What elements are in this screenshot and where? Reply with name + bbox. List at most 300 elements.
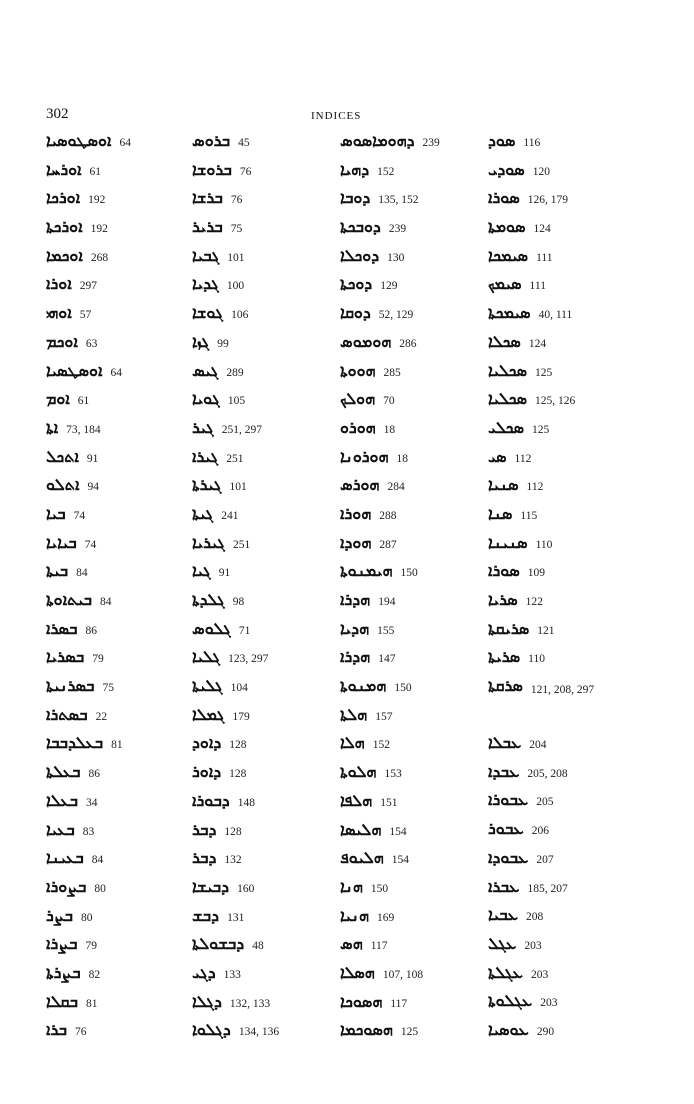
page-references: 120 — [532, 165, 550, 178]
index-entry — [46, 876, 196, 905]
index-term: ܐܘܣܛܣܝܐ — [46, 360, 103, 380]
index-entry — [488, 532, 638, 561]
index-entry — [192, 560, 342, 589]
index-term: ܕܘܟܠܐ — [340, 245, 380, 265]
index-term: ܗܠܐ — [340, 733, 365, 753]
index-term: ܣܢܝܢܐ — [488, 532, 528, 552]
page-references: 18 — [383, 423, 396, 436]
index-entry — [488, 331, 638, 360]
page-references: 132, 133 — [229, 997, 271, 1010]
index-term: ܐܘܗܝ — [46, 303, 72, 323]
index-entry — [192, 417, 342, 446]
page-references: 169 — [376, 911, 395, 924]
index-term: ܣܟܠܝ — [488, 417, 525, 437]
page-references: 61 — [77, 395, 90, 408]
page-references: 121 — [537, 624, 555, 637]
page-references: 76 — [75, 1026, 87, 1039]
page-references: 91 — [86, 452, 99, 465]
page-references: 104 — [230, 682, 248, 695]
index-term: ܥܒܪܐ — [488, 876, 520, 896]
page-references: 128 — [229, 768, 247, 781]
index-term: ܗܘܕܐ — [340, 532, 372, 552]
page-references: 84 — [91, 854, 104, 867]
index-term: ܐܘܟܡ — [46, 331, 78, 351]
index-entry — [340, 819, 490, 848]
index-term: ܕܓܝ — [192, 962, 216, 982]
page-references: 110 — [535, 538, 553, 551]
index-term: ܒܥܠܐ — [46, 790, 79, 810]
index-term: ܓܝܪ — [192, 417, 214, 437]
index-term: ܗܘܪܘ — [340, 417, 376, 437]
index-entry — [488, 818, 638, 847]
index-entry — [488, 474, 638, 503]
page-references: 83 — [82, 825, 95, 838]
index-entry — [46, 474, 196, 503]
page-references: 192 — [88, 194, 106, 207]
index-term: ܗܣܘܟܡܐ — [340, 1020, 393, 1040]
page-references: 203 — [540, 997, 558, 1010]
index-term: ܒܝܐ — [46, 503, 66, 523]
page-references: 129 — [380, 280, 398, 293]
page-references: 241 — [221, 509, 239, 522]
index-term: ܣܘܪܐ — [488, 561, 520, 581]
page-references: 106 — [231, 309, 249, 322]
page-references: 152 — [377, 165, 395, 178]
page-references: 71 — [238, 624, 251, 637]
index-term: ܗܠܬܐ — [340, 704, 368, 724]
page-references: 194 — [378, 596, 396, 608]
index-term: ܗܕܝܐ — [340, 618, 370, 638]
index-entry — [340, 216, 490, 245]
index-entry — [488, 990, 638, 1019]
page-references: 148 — [237, 796, 255, 809]
index-entry — [192, 245, 342, 274]
index-term: ܐܘܪܟܐ — [46, 188, 81, 208]
index-term: ܐܘܟܡܐ — [46, 245, 83, 265]
page-references: 79 — [85, 940, 97, 953]
index-term: ܣܪܝܬܐ — [488, 647, 521, 667]
index-term: ܣܟܠܐ — [488, 331, 521, 351]
index-term: ܣܝܡܟ — [488, 274, 522, 294]
index-entry — [340, 790, 490, 819]
index-term: ܕܐܘܪ — [192, 762, 222, 782]
index-term: ܥܘܣܝܐ — [488, 1019, 529, 1039]
index-entry — [192, 187, 342, 216]
index-term: ܣܢܝܐ — [488, 475, 519, 495]
index-entry — [488, 618, 638, 647]
index-entry — [488, 417, 638, 446]
page-references: 111 — [536, 251, 553, 264]
index-term: ܓܝܪܐ — [192, 446, 219, 466]
index-entry — [488, 904, 638, 933]
page-references: 207 — [536, 853, 554, 866]
index-entry — [340, 474, 490, 503]
page-references: 76 — [239, 165, 252, 178]
page-references: 124 — [533, 223, 551, 236]
page-references: 81 — [85, 997, 98, 1010]
page-references: 284 — [387, 481, 405, 494]
index-term: ܥܓܠܬܐ — [488, 962, 523, 982]
index-entry — [192, 159, 342, 188]
index-entry — [340, 847, 490, 876]
index-entry — [46, 446, 196, 475]
index-term: ܣܘܕܝ — [488, 159, 525, 179]
page-references: 112 — [514, 452, 532, 465]
index-term: ܐܬܠܘ — [46, 475, 80, 495]
index-entry — [192, 446, 342, 475]
index-entry — [488, 360, 638, 389]
index-entry — [46, 187, 196, 216]
page-references: 185, 207 — [527, 882, 568, 895]
index-entry — [340, 991, 490, 1020]
index-entry — [46, 905, 196, 934]
index-entry — [192, 790, 342, 819]
index-term: ܐܘܣܛܘܣܝܐ — [46, 131, 112, 150]
index-entry — [46, 819, 196, 848]
index-term: ܓܒܝܐ — [192, 245, 220, 265]
page-references: 152 — [372, 739, 390, 752]
index-term: ܥܓܠ — [488, 933, 517, 953]
index-term: ܕܘܟܬܐ — [340, 274, 373, 294]
index-entry — [192, 589, 342, 618]
page-references: 132 — [224, 854, 242, 867]
index-entry — [46, 532, 196, 561]
page-references: 154 — [389, 825, 407, 838]
page-references: 203 — [524, 939, 542, 952]
index-term: ܓܠܘܣ — [192, 618, 231, 638]
page-references: 123, 297 — [228, 653, 269, 666]
index-term: ܣܪܝܩܬܐ — [488, 618, 530, 638]
index-entry — [488, 761, 638, 790]
page-references: 101 — [227, 251, 245, 264]
index-term: ܓܠܕܬܐ — [192, 590, 225, 609]
index-term: ܓܝܪܬܐ — [192, 475, 222, 495]
index-term: ܕܗܝܐ — [340, 159, 370, 179]
index-term: ܗܘܘܬܐ — [340, 360, 376, 380]
index-term: ܓܕܝܐ — [192, 274, 219, 294]
page-references: 63 — [85, 337, 98, 350]
index-entry — [488, 388, 638, 417]
index-term: ܒܣܬܪܐ — [46, 704, 88, 724]
index-entry — [46, 1019, 196, 1048]
index-term: ܓܝܐ — [192, 561, 211, 581]
index-column-3 — [340, 130, 490, 1048]
page-references: 100 — [226, 280, 245, 293]
index-entry — [46, 847, 196, 876]
index-entry — [340, 187, 490, 216]
index-term: ܒܨܪ — [46, 905, 73, 925]
index-entry — [488, 675, 638, 732]
index-entry — [488, 732, 638, 761]
index-entry — [46, 417, 196, 446]
index-term: ܣܟܠܝܐ — [488, 389, 527, 409]
index-entry — [340, 245, 490, 274]
index-term: ܗܡܢܘܬܐ — [340, 676, 387, 696]
page-references: 239 — [388, 223, 407, 236]
index-term: ܣܟܠܝܐ — [488, 360, 527, 380]
index-term: ܗܢܐ — [340, 876, 363, 896]
index-term: ܓܘܝܐ — [192, 389, 220, 409]
index-term: ܒܣܪܐ — [46, 618, 78, 638]
index-term: ܗܝܡܢܘܬܐ — [340, 561, 393, 581]
page-references: 84 — [100, 596, 112, 608]
index-entry — [46, 732, 196, 761]
index-term: ܕܘܩܐ — [340, 303, 371, 323]
index-term: ܒܥܠܕܒܒܐ — [46, 733, 104, 753]
index-term: ܣܪܩܬܐ — [488, 676, 523, 696]
index-entry — [192, 130, 342, 159]
index-term: ܒܪܘܫܐ — [192, 159, 232, 179]
page-references: 154 — [391, 854, 409, 867]
index-term: ܒܥܠܬܐ — [46, 762, 81, 782]
index-term: ܐܘܪܐ — [46, 274, 72, 294]
page-references: 204 — [529, 739, 547, 752]
index-entry — [488, 187, 638, 216]
index-entry — [488, 159, 638, 188]
page-references: 86 — [85, 624, 98, 637]
index-term: ܕܒܪ — [192, 819, 217, 839]
page-references: 133 — [223, 968, 241, 981]
index-term: ܗܕܪܐ — [340, 647, 371, 667]
page-references: 82 — [88, 968, 101, 981]
index-entry — [192, 216, 342, 245]
index-term: ܗܠܘܬܐ — [340, 762, 377, 782]
index-entry — [46, 790, 196, 819]
index-entry — [192, 905, 342, 934]
index-entry — [46, 618, 196, 647]
index-term: ܐܘܪܟܬܐ — [46, 217, 83, 237]
index-entry — [46, 761, 196, 790]
index-entry — [192, 761, 342, 790]
index-term: ܕܐܘܕ — [192, 733, 222, 753]
page-references: 130 — [387, 251, 405, 264]
index-term: ܗܘܪܣ — [340, 475, 380, 495]
page-references: 74 — [73, 509, 86, 522]
page-references: 75 — [230, 223, 243, 236]
index-entry — [340, 589, 490, 618]
page-number: 302 — [46, 106, 69, 122]
page-references: 111 — [529, 280, 546, 293]
index-term: ܕܒܪ — [192, 848, 217, 868]
index-entry — [488, 847, 638, 876]
index-term: ܥܒܕܐ — [488, 761, 520, 781]
index-entry — [46, 245, 196, 274]
page-references: 110 — [528, 653, 545, 666]
page-references: 74 — [84, 538, 97, 551]
index-term: ܒܝܬܐܘܬܐ — [46, 590, 93, 609]
index-term: ܒܣܪܢܝܬܐ — [46, 676, 95, 696]
index-entry — [192, 732, 342, 761]
page-references: 134, 136 — [238, 1026, 280, 1039]
page-references: 192 — [90, 223, 108, 236]
index-term: ܥܒܠܐ — [488, 733, 522, 753]
page-references: 251 — [226, 452, 244, 465]
index-term: ܣܘܡܬܐ — [488, 217, 526, 237]
index-entry — [46, 130, 196, 159]
page-references: 18 — [396, 452, 408, 465]
index-entry — [340, 933, 490, 962]
index-entry — [340, 1019, 490, 1048]
page-references: 150 — [370, 882, 389, 895]
index-entry — [488, 646, 638, 675]
index-term: ܕܒܘܪܐ — [192, 790, 230, 810]
index-entry — [340, 417, 490, 446]
index-entry — [340, 532, 490, 561]
index-entry — [488, 1019, 638, 1048]
index-entry — [488, 560, 638, 589]
index-entry — [340, 560, 490, 589]
page-references: 150 — [400, 567, 418, 580]
index-entry — [340, 360, 490, 389]
index-entry — [46, 216, 196, 245]
index-entry — [488, 789, 638, 818]
index-entry — [192, 876, 342, 905]
page-references: 128 — [224, 825, 242, 838]
index-term: ܥܒܘܪ — [488, 819, 524, 839]
index-entry — [46, 273, 196, 302]
page-references: 150 — [394, 682, 412, 695]
index-term: ܥܓܠܘܬܐ — [488, 991, 533, 1011]
index-term: ܐܬܟܠ — [46, 446, 79, 466]
page-references: 251 — [232, 538, 251, 551]
page-references: 157 — [375, 710, 393, 723]
index-term: ܣܝܡܟܐ — [488, 245, 529, 265]
index-entry — [46, 159, 196, 188]
index-entry — [488, 273, 638, 302]
page-references: 52, 129 — [378, 309, 414, 322]
index-entry — [488, 962, 638, 991]
index-term: ܒܣܪܝܐ — [46, 647, 85, 667]
index-entry — [340, 675, 490, 704]
page-references: 297 — [79, 280, 97, 293]
index-entry — [340, 905, 490, 934]
index-term: ܒܥܝܢܐ — [46, 848, 84, 868]
page-references: 57 — [79, 309, 92, 322]
page-references: 205 — [536, 796, 554, 809]
index-term: ܕܗܘܡܐܣܘܣ — [340, 131, 415, 150]
index-term: ܗܣ — [340, 934, 363, 954]
index-entry — [340, 704, 490, 733]
index-entry — [192, 1019, 342, 1048]
page-references: 22 — [95, 710, 108, 723]
index-term: ܕܒܝܫܐ — [192, 876, 230, 896]
index-term: ܐܬܐ — [46, 417, 59, 437]
page-references: 155 — [377, 624, 395, 637]
page-references: 34 — [86, 796, 98, 809]
page-references: 290 — [536, 1025, 555, 1038]
page-references: 64 — [110, 366, 122, 379]
index-entry — [340, 331, 490, 360]
page-references: 125 — [535, 366, 553, 379]
index-entry — [46, 991, 196, 1020]
page-references: 287 — [379, 538, 397, 551]
index-entry — [340, 618, 490, 647]
index-entry — [192, 273, 342, 302]
page-references: 107, 108 — [382, 968, 424, 981]
index-entry — [46, 360, 196, 389]
index-term: ܒܪܐ — [46, 1020, 68, 1040]
index-term: ܣܢܐ — [488, 503, 513, 523]
index-entry — [488, 130, 638, 159]
index-entry — [46, 589, 196, 618]
page-references: 125 — [532, 423, 550, 436]
index-entry — [46, 388, 196, 417]
page-references: 94 — [87, 481, 99, 494]
index-term: ܒܨܘܪܐ — [46, 876, 87, 896]
index-entry — [46, 646, 196, 675]
page-references: 147 — [378, 653, 396, 666]
index-term: ܓܡܠܐ — [192, 704, 225, 724]
index-entry — [46, 675, 196, 704]
page-references: 268 — [90, 251, 109, 264]
index-term: ܒܨܪܬܐ — [46, 962, 81, 982]
index-term: ܥܒܝܐ — [488, 905, 518, 925]
page-references: 135, 152 — [378, 194, 419, 207]
index-term: ܓܘܫܐ — [192, 303, 224, 323]
index-term: ܣܘܪܐ — [488, 188, 520, 208]
index-entry — [488, 245, 638, 274]
page-references: 98 — [232, 596, 245, 608]
page-references: 84 — [76, 567, 88, 580]
index-entry — [46, 933, 196, 962]
index-entry — [192, 388, 342, 417]
index-term: ܣܘܕ — [488, 131, 516, 150]
index-entry — [340, 732, 490, 761]
index-entry — [46, 962, 196, 991]
index-term: ܗܕܪܐ — [340, 590, 371, 609]
index-term: ܒܝܬܐ — [46, 561, 69, 581]
page-references: 101 — [229, 481, 247, 494]
page-references: 288 — [379, 509, 397, 522]
index-term: ܗܢܝܐ — [340, 905, 369, 925]
index-entry — [340, 646, 490, 675]
page-references: 40, 111 — [538, 309, 573, 322]
page-references: 121, 208, 297 — [530, 684, 595, 697]
index-entry — [488, 933, 638, 962]
index-entry — [46, 302, 196, 331]
index-term: ܥܒܘܕܐ — [488, 847, 529, 867]
index-entry — [46, 704, 196, 733]
page-references: 91 — [218, 567, 231, 580]
page-references: 289 — [226, 366, 244, 379]
index-term: ܓܝܬܐ — [192, 503, 214, 523]
index-entry — [340, 159, 490, 188]
page-references: 125, 126 — [535, 395, 576, 408]
index-term: ܗܠܝܘܦ — [340, 848, 384, 868]
index-entry — [192, 532, 342, 561]
page-references: 117 — [370, 940, 388, 953]
index-term: ܣܪܝܐ — [488, 590, 518, 609]
index-term: ܕܘܒܐ — [340, 188, 371, 208]
index-entry — [488, 503, 638, 532]
index-entry — [192, 618, 342, 647]
index-column-1 — [46, 130, 196, 1048]
page-references: 45 — [238, 137, 250, 149]
index-entry — [340, 503, 490, 532]
index-term: ܗܘܡܘܣ — [340, 331, 392, 351]
index-term: ܗܘܠܟ — [340, 389, 376, 409]
index-entry — [340, 876, 490, 905]
index-entry — [192, 675, 342, 704]
page-references: 239 — [422, 137, 440, 149]
page-references: 286 — [399, 337, 417, 350]
page-references: 81 — [111, 739, 123, 752]
index-term: ܕܒܫܘܠܬܐ — [192, 934, 245, 954]
index-term: ܒܥܝܐ — [46, 819, 75, 839]
index-entry — [340, 130, 490, 159]
index-entry — [192, 847, 342, 876]
index-entry — [340, 446, 490, 475]
